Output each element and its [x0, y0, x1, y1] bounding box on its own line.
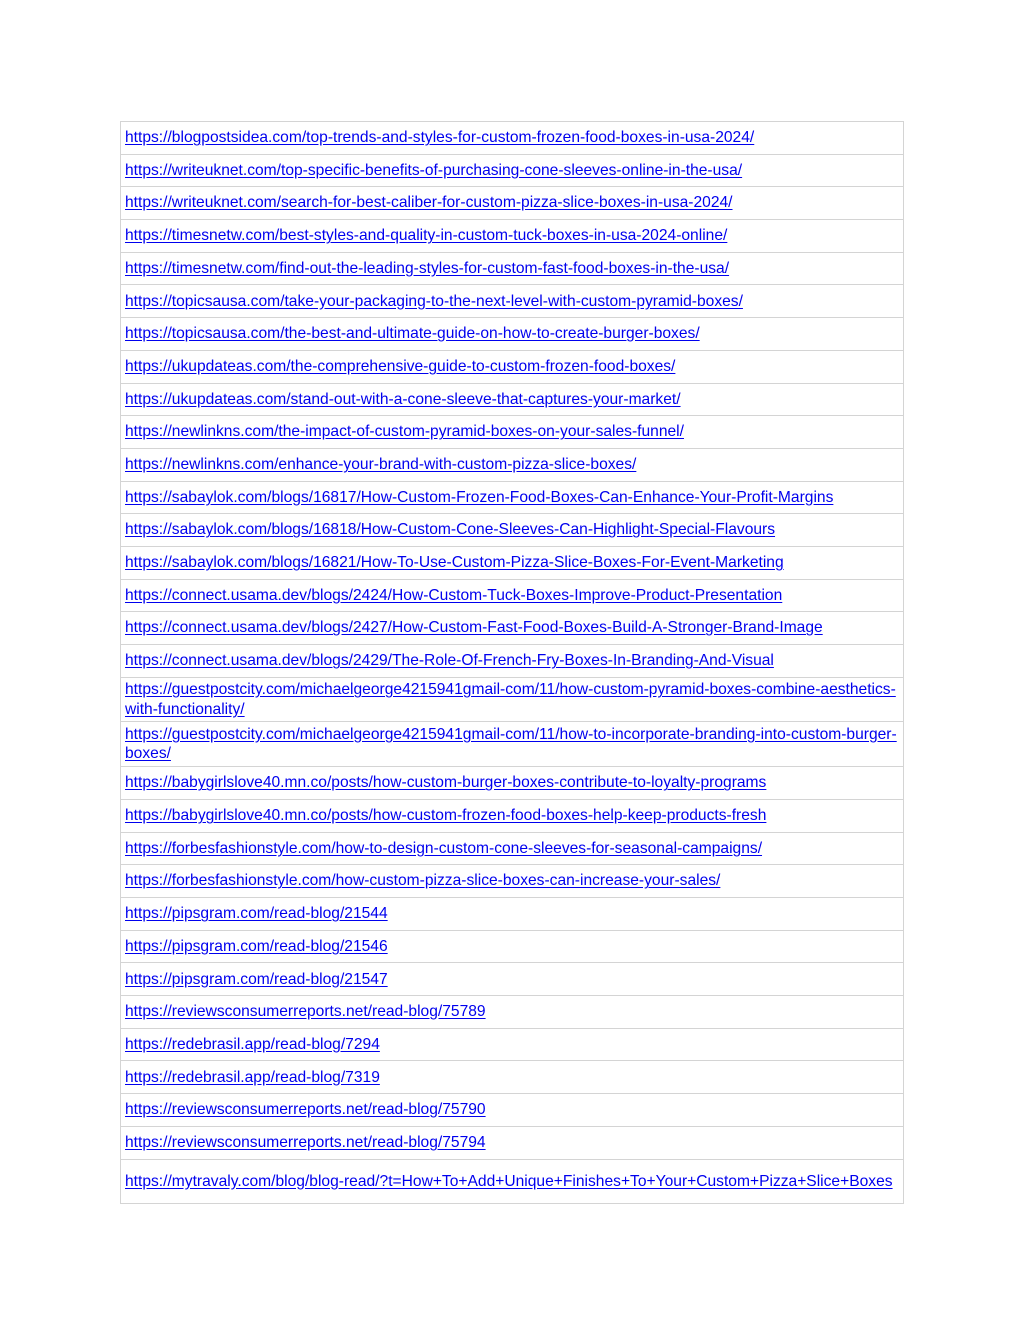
link[interactable]: https://pipsgram.com/read-blog/21547 — [125, 970, 388, 988]
link[interactable]: https://ukupdateas.com/stand-out-with-a-cone-sleeve-that-captures-your-market/ — [125, 390, 681, 408]
table-row — [121, 448, 904, 481]
link[interactable]: https://redebrasil.app/read-blog/7294 — [125, 1035, 380, 1053]
table-cell — [121, 1126, 904, 1159]
link[interactable]: https://reviewsconsumerreports.net/read-blog/75789 — [125, 1003, 486, 1021]
table-row — [121, 187, 904, 220]
link[interactable]: https://pipsgram.com/read-blog/21546 — [125, 937, 388, 955]
table-cell — [121, 122, 904, 155]
table-row — [121, 252, 904, 285]
link[interactable]: https://forbesfashionstyle.com/how-custom-pizza-slice-boxes-can-increase-your-sales/ — [125, 872, 721, 890]
table-row — [121, 645, 904, 678]
table-cell — [121, 767, 904, 800]
table-row — [121, 767, 904, 800]
link[interactable]: https://writeuknet.com/search-for-best-caliber-for-custom-pizza-slice-boxes-in-usa-2024/ — [125, 194, 733, 212]
link[interactable]: https://connect.usama.dev/blogs/2427/How-Custom-Fast-Food-Boxes-Build-A-Stronger-Brand-Image — [125, 619, 823, 637]
table-row — [121, 799, 904, 832]
table-cell — [121, 832, 904, 865]
table-row — [121, 350, 904, 383]
link[interactable]: https://blogpostsidea.com/top-trends-and-styles-for-custom-frozen-food-boxes-in-usa-2024/ — [125, 129, 755, 147]
link[interactable]: https://reviewsconsumerreports.net/read-blog/75790 — [125, 1101, 486, 1119]
table-row — [121, 579, 904, 612]
table-cell — [121, 963, 904, 996]
table-cell — [121, 677, 904, 722]
table-cell — [121, 898, 904, 931]
link[interactable]: https://forbesfashionstyle.com/how-to-design-custom-cone-sleeves-for-seasonal-campaigns/ — [125, 839, 763, 857]
table-cell — [121, 220, 904, 253]
link-table — [120, 121, 904, 1204]
link[interactable]: https://babygirlslove40.mn.co/posts/how-custom-frozen-food-boxes-help-keep-products-fresh — [125, 807, 767, 825]
table-cell — [121, 1061, 904, 1094]
table-row — [121, 514, 904, 547]
table-row — [121, 865, 904, 898]
table-cell — [121, 546, 904, 579]
link[interactable]: https://guestpostcity.com/michaelgeorge4215941gmail-com/11/how-custom-pyramid-boxes-combine-aesthetics-with-functionality/ — [125, 681, 896, 718]
link[interactable]: https://pipsgram.com/read-blog/21544 — [125, 905, 388, 923]
link-table-body — [121, 122, 904, 1204]
table-row — [121, 963, 904, 996]
table-cell — [121, 930, 904, 963]
table-cell — [121, 1028, 904, 1061]
table-cell — [121, 722, 904, 767]
link[interactable]: https://writeuknet.com/top-specific-benefits-of-purchasing-cone-sleeves-online-in-the-usa/ — [125, 161, 743, 179]
table-cell — [121, 1159, 904, 1204]
table-row — [121, 1028, 904, 1061]
table-cell — [121, 612, 904, 645]
link[interactable]: https://sabaylok.com/blogs/16818/How-Custom-Cone-Sleeves-Can-Highlight-Special-Flavours — [125, 521, 776, 539]
table-row — [121, 996, 904, 1029]
table-cell — [121, 514, 904, 547]
table-row — [121, 481, 904, 514]
table-row — [121, 154, 904, 187]
link[interactable]: https://timesnetw.com/find-out-the-leading-styles-for-custom-fast-food-boxes-in-the-usa/ — [125, 259, 730, 277]
table-row — [121, 1061, 904, 1094]
table-cell — [121, 799, 904, 832]
table-row — [121, 930, 904, 963]
link[interactable]: https://newlinkns.com/enhance-your-brand-with-custom-pizza-slice-boxes/ — [125, 455, 637, 473]
table-row — [121, 1094, 904, 1127]
table-row — [121, 832, 904, 865]
table-row — [121, 122, 904, 155]
table-row — [121, 1126, 904, 1159]
table-row — [121, 546, 904, 579]
table-row — [121, 898, 904, 931]
link[interactable]: https://ukupdateas.com/the-comprehensive-guide-to-custom-frozen-food-boxes/ — [125, 357, 676, 375]
table-cell — [121, 448, 904, 481]
link[interactable]: https://reviewsconsumerreports.net/read-blog/75794 — [125, 1133, 486, 1151]
link[interactable]: https://connect.usama.dev/blogs/2429/The-Role-Of-French-Fry-Boxes-In-Branding-And-Visual — [125, 652, 774, 670]
link[interactable]: https://sabaylok.com/blogs/16817/How-Custom-Frozen-Food-Boxes-Can-Enhance-Your-Profit-Margins — [125, 488, 834, 506]
table-cell — [121, 187, 904, 220]
table-row — [121, 722, 904, 767]
table-cell — [121, 154, 904, 187]
link[interactable]: https://topicsausa.com/take-your-packaging-to-the-next-level-with-custom-pyramid-boxes/ — [125, 292, 743, 310]
table-row — [121, 285, 904, 318]
table-cell — [121, 416, 904, 449]
table-cell — [121, 865, 904, 898]
table-row — [121, 416, 904, 449]
table-row — [121, 1159, 904, 1204]
table-row — [121, 677, 904, 722]
link[interactable]: https://sabaylok.com/blogs/16821/How-To-Use-Custom-Pizza-Slice-Boxes-For-Event-Marketing — [125, 554, 784, 572]
link[interactable]: https://connect.usama.dev/blogs/2424/How-Custom-Tuck-Boxes-Improve-Product-Presentation — [125, 586, 783, 604]
table-row — [121, 612, 904, 645]
table-cell — [121, 481, 904, 514]
table-row — [121, 383, 904, 416]
table-cell — [121, 996, 904, 1029]
table-row — [121, 318, 904, 351]
link[interactable]: https://babygirlslove40.mn.co/posts/how-custom-burger-boxes-contribute-to-loyalty-programs — [125, 774, 767, 792]
table-cell — [121, 252, 904, 285]
table-row — [121, 220, 904, 253]
link[interactable]: https://redebrasil.app/read-blog/7319 — [125, 1068, 380, 1086]
table-cell — [121, 645, 904, 678]
link[interactable]: https://newlinkns.com/the-impact-of-custom-pyramid-boxes-on-your-sales-funnel/ — [125, 423, 684, 441]
table-cell — [121, 285, 904, 318]
table-cell — [121, 383, 904, 416]
link[interactable]: https://topicsausa.com/the-best-and-ultimate-guide-on-how-to-create-burger-boxes/ — [125, 325, 700, 343]
table-cell — [121, 350, 904, 383]
table-cell — [121, 318, 904, 351]
link[interactable]: https://timesnetw.com/best-styles-and-quality-in-custom-tuck-boxes-in-usa-2024-online/ — [125, 227, 728, 245]
link[interactable]: https://mytravaly.com/blog/blog-read/?t=How+To+Add+Unique+Finishes+To+Your+Custom+Pizza+Slice+Boxes — [125, 1172, 893, 1190]
table-cell — [121, 579, 904, 612]
link[interactable]: https://guestpostcity.com/michaelgeorge4215941gmail-com/11/how-to-incorporate-branding-into-custom-burger-boxes/ — [125, 725, 897, 763]
table-cell — [121, 1094, 904, 1127]
